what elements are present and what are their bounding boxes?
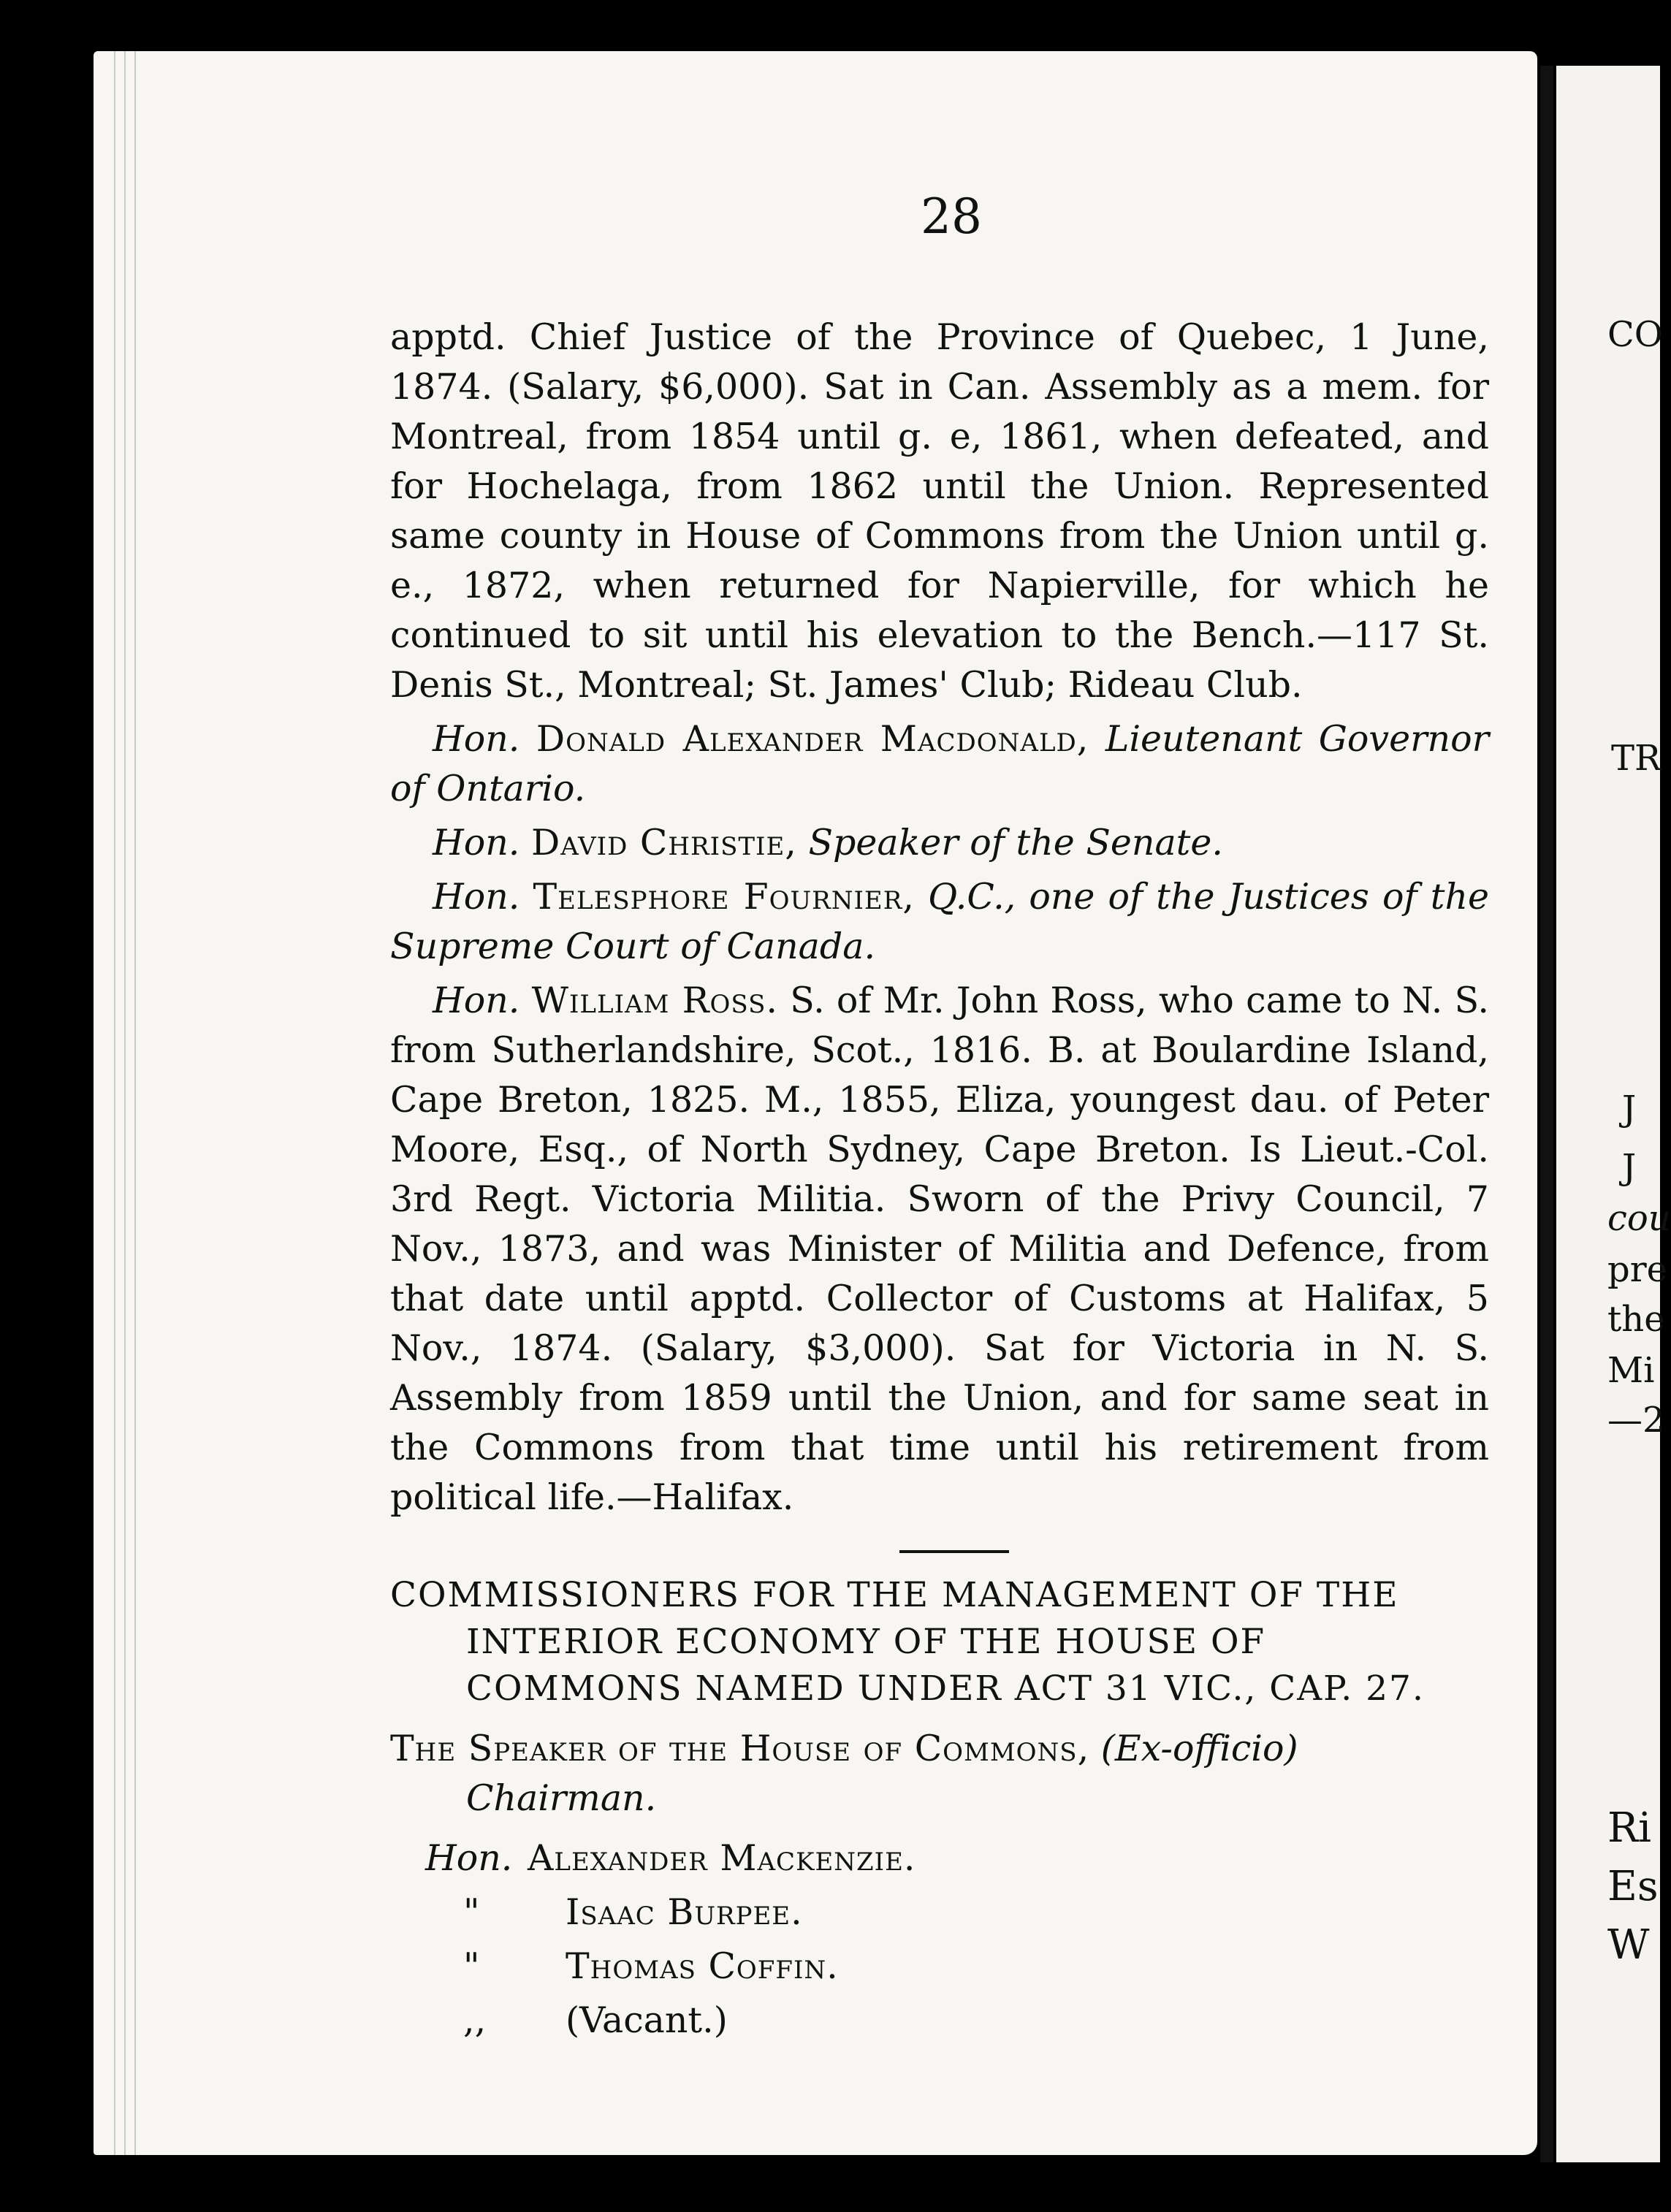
entry-ross	[390, 976, 1489, 1522]
member-prefix: ,,	[463, 1999, 487, 2041]
entry-prefix: Hon.	[433, 822, 520, 863]
chairman-role: (Ex-officio) Chairman.	[466, 1728, 1298, 1819]
entry-prefix: Hon.	[433, 980, 520, 1021]
page-number: 28	[921, 188, 982, 245]
entry-name: William Ross.	[531, 980, 778, 1021]
list-item	[390, 1942, 1489, 1996]
list-item	[390, 1888, 1489, 1942]
member-name: (Vacant.)	[566, 1999, 728, 2041]
fragment: Es	[1607, 1863, 1659, 1910]
member-prefix: Hon.	[425, 1837, 513, 1879]
fragment: CO	[1607, 314, 1664, 355]
fragment: J	[1622, 1088, 1637, 1129]
entry-christie	[390, 818, 1489, 868]
chairman-line	[390, 1724, 1489, 1823]
chairman-name: The Speaker of the House of Commons,	[390, 1728, 1090, 1769]
fragment: cou	[1607, 1198, 1671, 1239]
list-item	[390, 1834, 1489, 1888]
member-name: Alexander Mackenzie.	[528, 1837, 916, 1879]
fragment: W	[1607, 1921, 1650, 1969]
page-body	[390, 190, 1489, 2050]
fragment: Mi	[1607, 1350, 1655, 1391]
fragment: —2	[1607, 1400, 1665, 1441]
section-heading: COMMISSIONERS FOR THE MANAGEMENT OF THE INTERIOR ECONOMY OF THE HOUSE OF COMMONS NAMED UNDER ACT 31 VIC., CAP. 27.	[390, 1575, 1425, 1709]
member-name: Thomas Coffin.	[566, 1945, 839, 1987]
member-name: Isaac Burpee.	[566, 1891, 803, 1933]
entry-prefix: Hon.	[433, 718, 520, 760]
member-prefix: "	[463, 1945, 480, 1987]
fragment: Ri	[1607, 1804, 1652, 1852]
continued-paragraph: apptd. Chief Justice of the Province of Quebec, 1 June, 1874. (Salary, $6,000). Sat in Can. Assembly as a mem. for Montreal, from 1854 until g. e, 1861, when defeated, and for Hochelaga, from 1862 until the Union. Represented same county in House of Commons from the Union until g. e., 1872, when returned for Napierville, for which he continued to sit until his elevation to the Bench.—117 St. Denis St., Montreal; St. James' Club; Rideau Club.	[390, 316, 1489, 706]
member-prefix: "	[463, 1891, 480, 1933]
entry-prefix: Hon.	[433, 876, 520, 918]
members-list	[390, 1834, 1489, 2050]
entry-description: Lieutenant Governor of Ontario.	[390, 718, 1489, 809]
entry-name: Telesphore Fournier,	[533, 876, 915, 918]
gutter-shadow	[1540, 66, 1553, 2162]
fragment: J	[1622, 1147, 1637, 1188]
fragment: TR	[1611, 738, 1662, 779]
list-item	[390, 1996, 1489, 2050]
section-divider	[899, 1550, 1009, 1553]
entry-macdonald	[390, 714, 1489, 814]
entry-name: Donald Alexander Macdonald,	[536, 718, 1089, 760]
entry-description: S. of Mr. John Ross, who came to N. S. from Sutherlandshire, Scot., 1816. B. at Boulardine Island, Cape Breton, 1825. M., 1855, Eliza, youngest dau. of Peter Moore, Esq., of North Sydney, Cape Breton. Is Lieut.-Col. 3rd Regt. Victoria Militia. Sworn of the Privy Council, 7 Nov., 1873, and was Minister of Militia and Defence, from that date until apptd. Collector of Customs at Halifax, 5 Nov., 1874. (Salary, $3,000). Sat for Victoria in N. S. Assembly from 1859 until the Union, and for same seat in the Commons from that time until his retirement from political life.—Halifax.	[390, 980, 1489, 1518]
entry-description: Speaker of the Senate.	[808, 822, 1223, 863]
page-edge-shading	[110, 51, 139, 2155]
fragment: the	[1607, 1299, 1665, 1340]
fragment: pre	[1607, 1249, 1668, 1290]
entry-name: David Christie,	[530, 822, 797, 863]
entry-description: Q.C., one of the Justices of the Supreme Court of Canada.	[390, 876, 1490, 967]
entry-fournier	[390, 872, 1489, 972]
